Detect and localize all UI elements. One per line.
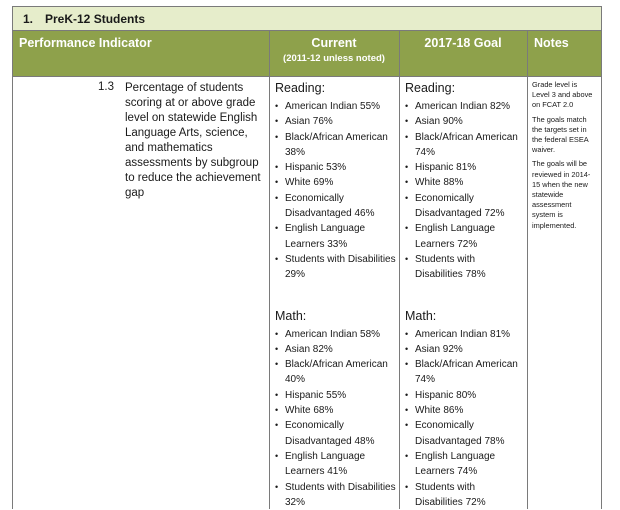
list-item: • Asian 82% [275,342,397,357]
column-header-current [269,31,399,77]
column-header-current-label: Current [311,36,357,50]
list-item: • White 69% [275,175,397,190]
column-header-indicator-label: Performance Indicator [19,36,152,50]
indicator-number: 1.3 [98,81,114,93]
list-item: • Black/African American 74% [405,130,525,161]
list-item: • Students with Disabilities 29% [275,252,397,283]
list-item: • White 88% [405,175,525,190]
goal-math-heading: Math: [405,308,437,323]
note-text: The goals will be reviewed in 2014-15 when the new statewide assessment system is implemented. [532,159,591,230]
column-divider [269,31,270,509]
column-header-notes [527,31,601,77]
list-item: • White 68% [275,403,397,418]
list-item: • Economically Disadvantaged 48% [275,418,397,449]
column-divider [527,31,528,509]
column-header-current-note: (2011-12 unless noted) [283,53,385,64]
section-number: 1. [23,12,34,26]
current-math-list [275,327,397,510]
current-math-heading: Math: [275,308,307,323]
list-item: • American Indian 81% [405,327,525,342]
list-item: • American Indian 55% [275,99,397,114]
goal-reading-list [405,99,525,283]
indicator-description: Percentage of students scoring at or above grade level on statewide English Language Arts, science, and mathematics assessments by subgroup to reduce the achievement gap [125,82,261,199]
list-item: • Black/African American 74% [405,357,525,388]
column-header-indicator [13,31,269,77]
list-item: • Asian 76% [275,114,397,129]
column-divider [399,31,400,509]
header-divider [13,76,601,77]
performance-table [12,6,602,509]
list-item: • Black/African American 38% [275,130,397,161]
current-reading-list [275,99,397,283]
list-item: • American Indian 82% [405,99,525,114]
column-header-notes-label: Notes [534,36,569,50]
goal-reading-heading: Reading: [405,81,456,95]
list-item: • Hispanic 53% [275,160,397,175]
list-item: • Hispanic 81% [405,160,525,175]
current-reading-heading: Reading: [275,81,326,95]
current-values [275,81,397,510]
note-text: Grade level is Level 3 and above on FCAT 2.0 [532,80,593,110]
section-header [13,7,601,31]
notes-cell [532,80,596,235]
list-item: • Black/African American 40% [275,357,397,388]
column-header-goal [399,31,527,77]
list-item: • Asian 90% [405,114,525,129]
column-header-goal-label: 2017-18 Goal [424,36,502,50]
list-item: • Asian 92% [405,342,525,357]
goal-math-list [405,327,525,510]
list-item: • English Language Learners 33% [275,221,397,252]
note-text: The goals match the targets set in the federal ESEA waiver. [532,114,589,155]
list-item: • Economically Disadvantaged 72% [405,191,525,222]
list-item: • English Language Learners 72% [405,221,525,252]
list-item: • White 86% [405,403,525,418]
list-item: • Students with Disabilities 32% [275,480,397,510]
goal-values [405,81,525,510]
list-item: • Economically Disadvantaged 78% [405,418,525,449]
list-item: • English Language Learners 74% [405,449,525,480]
list-item: • English Language Learners 41% [275,449,397,480]
list-item: • Students with Disabilities 72% [405,480,525,510]
list-item: • American Indian 58% [275,327,397,342]
list-item: • Students with Disabilities 78% [405,252,525,283]
list-item: • Hispanic 55% [275,388,397,403]
list-item: • Economically Disadvantaged 46% [275,191,397,222]
list-item: • Hispanic 80% [405,388,525,403]
section-title: PreK-12 Students [45,12,146,26]
